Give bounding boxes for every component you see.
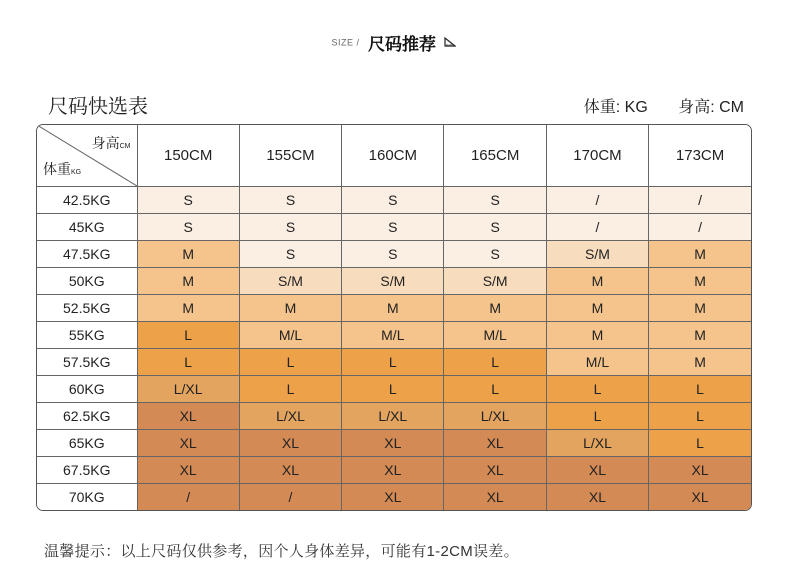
units-legend	[558, 94, 744, 117]
size-cell: M	[649, 349, 751, 376]
table-row	[37, 484, 751, 510]
size-cell: L	[546, 376, 648, 403]
size-cell: M/L	[546, 349, 648, 376]
size-cell: L/XL	[137, 376, 239, 403]
size-cell: S	[137, 187, 239, 214]
table-row	[37, 241, 751, 268]
size-cell: /	[546, 187, 648, 214]
size-cell: XL	[342, 457, 444, 484]
size-cell: S/M	[342, 268, 444, 295]
size-cell: S	[444, 214, 546, 241]
size-cell: /	[546, 214, 648, 241]
size-cell: L	[444, 349, 546, 376]
tip-note: 温馨提示：以上尺码仅供参考，因个人身体差异，可能有1-2CM误差。	[44, 543, 519, 560]
size-cell: /	[239, 484, 341, 510]
page-header	[0, 30, 788, 55]
weight-cell: 62.5KG	[37, 403, 137, 430]
column-header: 150CM	[137, 125, 239, 187]
size-cell: L	[649, 403, 751, 430]
column-header: 165CM	[444, 125, 546, 187]
size-cell: L	[137, 349, 239, 376]
size-cell: XL	[342, 484, 444, 510]
size-cell: S	[137, 214, 239, 241]
size-cell: XL	[137, 403, 239, 430]
size-table	[36, 124, 752, 511]
size-cell: S	[342, 214, 444, 241]
weight-cell: 47.5KG	[37, 241, 137, 268]
table-row	[37, 457, 751, 484]
size-cell: XL	[137, 457, 239, 484]
size-cell: S	[239, 187, 341, 214]
table-row	[37, 376, 751, 403]
table-row	[37, 214, 751, 241]
weight-cell: 52.5KG	[37, 295, 137, 322]
size-cell: XL	[649, 484, 751, 510]
size-cell: M	[546, 322, 648, 349]
size-label: SIZE /	[331, 37, 360, 48]
size-cell: L/XL	[444, 403, 546, 430]
size-cell: S/M	[444, 268, 546, 295]
height-unit: 身高: CM	[678, 99, 744, 116]
page-title: 尺码推荐	[368, 35, 436, 54]
table-title: 尺码快选表	[48, 96, 148, 118]
size-cell: M	[649, 241, 751, 268]
header-row	[37, 125, 751, 187]
size-cell: S/M	[546, 241, 648, 268]
size-cell: L	[444, 376, 546, 403]
corner-cell	[37, 125, 137, 187]
weight-cell: 45KG	[37, 214, 137, 241]
table-row	[37, 268, 751, 295]
column-header: 155CM	[239, 125, 341, 187]
weight-corner-label: 体重KG	[43, 161, 82, 177]
size-cell: S	[444, 241, 546, 268]
size-cell: M	[546, 295, 648, 322]
column-header: 160CM	[342, 125, 444, 187]
weight-cell: 67.5KG	[37, 457, 137, 484]
size-cell: XL	[649, 457, 751, 484]
size-cell: L	[342, 376, 444, 403]
size-cell: XL	[239, 457, 341, 484]
table-row	[37, 403, 751, 430]
size-cell: L	[239, 376, 341, 403]
weight-cell: 55KG	[37, 322, 137, 349]
size-cell: XL	[239, 430, 341, 457]
table-row	[37, 430, 751, 457]
weight-cell: 60KG	[37, 376, 137, 403]
column-header: 170CM	[546, 125, 648, 187]
size-cell: XL	[444, 430, 546, 457]
size-cell: L	[239, 349, 341, 376]
ruler-icon	[444, 34, 456, 52]
size-cell: L/XL	[546, 430, 648, 457]
size-cell: M	[444, 295, 546, 322]
size-cell: /	[649, 214, 751, 241]
size-cell: XL	[546, 457, 648, 484]
column-header: 173CM	[649, 125, 751, 187]
size-cell: M/L	[444, 322, 546, 349]
size-cell: S	[239, 241, 341, 268]
size-cell: XL	[444, 457, 546, 484]
size-cell: S	[342, 187, 444, 214]
table-row	[37, 187, 751, 214]
size-cell: L	[137, 322, 239, 349]
size-cell: XL	[546, 484, 648, 510]
size-cell: M	[649, 322, 751, 349]
size-cell: L	[649, 376, 751, 403]
size-cell: M	[649, 268, 751, 295]
size-cell: XL	[342, 430, 444, 457]
table-row	[37, 349, 751, 376]
size-cell: /	[137, 484, 239, 510]
height-corner-label: 身高CM	[91, 135, 131, 151]
size-cell: M	[546, 268, 648, 295]
size-cell: XL	[444, 484, 546, 510]
size-cell: M	[137, 268, 239, 295]
size-cell: L	[546, 403, 648, 430]
size-cell: XL	[137, 430, 239, 457]
weight-cell: 65KG	[37, 430, 137, 457]
size-cell: L	[649, 430, 751, 457]
table-row	[37, 295, 751, 322]
size-cell: M	[649, 295, 751, 322]
size-cell: M	[137, 295, 239, 322]
size-cell: /	[649, 187, 751, 214]
size-cell: S	[239, 214, 341, 241]
weight-unit: 体重: KG	[583, 99, 648, 116]
table-row	[37, 322, 751, 349]
size-cell: S	[444, 187, 546, 214]
weight-cell: 42.5KG	[37, 187, 137, 214]
weight-cell: 50KG	[37, 268, 137, 295]
size-cell: L/XL	[342, 403, 444, 430]
size-cell: M/L	[239, 322, 341, 349]
size-cell: L	[342, 349, 444, 376]
size-cell: M	[239, 295, 341, 322]
weight-cell: 57.5KG	[37, 349, 137, 376]
size-cell: M	[137, 241, 239, 268]
size-cell: L/XL	[239, 403, 341, 430]
size-cell: M	[342, 295, 444, 322]
size-cell: M/L	[342, 322, 444, 349]
size-cell: S/M	[239, 268, 341, 295]
weight-cell: 70KG	[37, 484, 137, 510]
size-cell: S	[342, 241, 444, 268]
